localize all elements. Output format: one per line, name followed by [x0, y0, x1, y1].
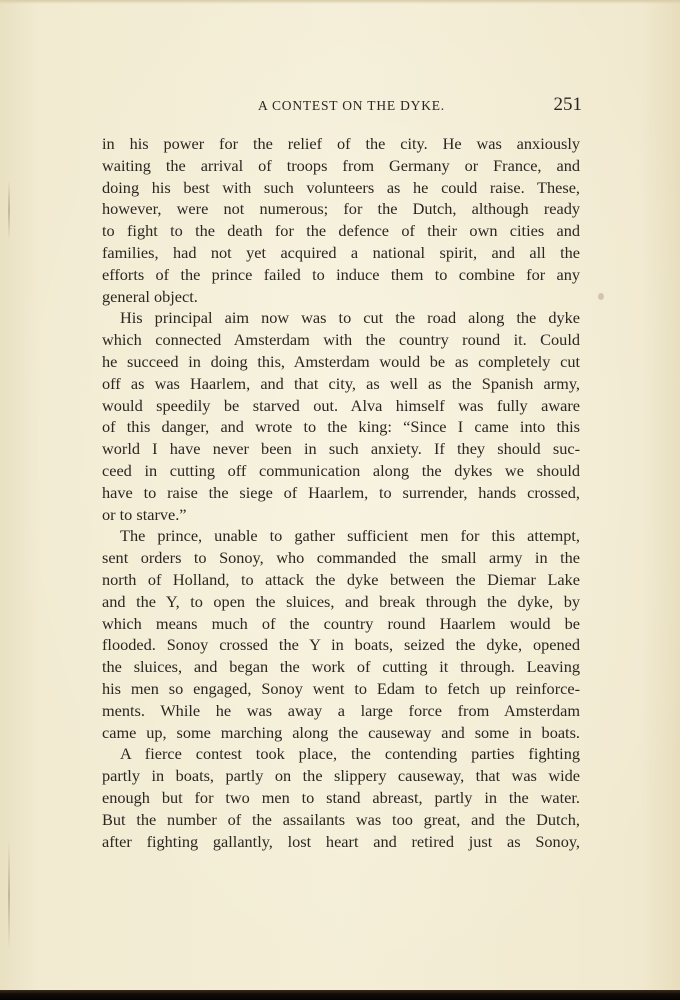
- text-line-15: world I have never been in such anxiety. If they should suc-: [102, 439, 580, 459]
- text-line-13: would speedily be starved out. Alva himself was fully aware: [102, 395, 580, 415]
- page-top-edge: [0, 0, 680, 4]
- text-line-18: or to starve.”: [102, 504, 187, 524]
- body-text: [102, 133, 580, 852]
- text-line-20: sent orders to Sonoy, who commanded the small army in the: [102, 548, 580, 568]
- text-line-2: waiting the arrival of troops from Germany or France, and: [102, 155, 580, 175]
- text-line-28: came up, some marching along the causeway and some in boats.: [102, 722, 580, 742]
- page-bottom-edge: [0, 990, 680, 1000]
- text-line-14: of this danger, and wrote to the king: “Since I came into this: [102, 417, 580, 437]
- paper-speck: [598, 293, 604, 300]
- text-line-33: after fighting gallantly, lost heart and retired just as Sonoy,: [102, 831, 580, 851]
- text-line-1: in his power for the relief of the city. He was anxiously: [102, 134, 580, 153]
- text-line-3: doing his best with such volunteers as he could raise. These,: [102, 177, 580, 197]
- text-line-26: his men so engaged, Sonoy went to Edam to fetch up reinforce-: [102, 678, 580, 698]
- running-title: A CONTEST ON THE DYKE.: [258, 98, 445, 113]
- text-line-12: off as was Haarlem, and that city, as well as the Spanish army,: [102, 373, 580, 393]
- text-line-11: he succeed in doing this, Amsterdam would be as completely cut: [102, 351, 580, 371]
- text-line-30: partly in boats, partly on the slippery causeway, that was wide: [102, 766, 580, 786]
- text-line-9: His principal aim now was to cut the road along the dyke: [120, 308, 580, 328]
- text-line-7: efforts of the prince failed to induce them to combine for any: [102, 264, 580, 284]
- text-line-16: ceed in cutting off communication along the dykes we should: [102, 460, 580, 480]
- text-line-27: ments. While he was away a large force from Amsterdam: [102, 700, 580, 720]
- text-line-25: the sluices, and began the work of cutting it through. Leaving: [102, 657, 580, 677]
- text-line-24: flooded. Sonoy crossed the Y in boats, seized the dyke, opened: [102, 635, 580, 655]
- text-line-4: however, were not numerous; for the Dutch, although ready: [102, 199, 580, 219]
- text-line-31: enough but for two men to stand abreast, partly in the water.: [102, 787, 580, 807]
- text-line-29: A fierce contest took place, the contending parties fighting: [120, 744, 580, 764]
- text-line-32: But the number of the assailants was too great, and the Dutch,: [102, 809, 580, 829]
- text-line-23: which means much of the country round Haarlem would be: [102, 613, 580, 633]
- text-line-8: general object.: [102, 286, 198, 306]
- text-line-6: families, had not yet acquired a national spirit, and all the: [102, 242, 580, 262]
- binding-shadow-mark: [8, 180, 10, 240]
- text-line-22: and the Y, to open the sluices, and break through the dyke, by: [102, 591, 580, 611]
- text-line-17: have to raise the siege of Haarlem, to surrender, hands crossed,: [102, 482, 580, 502]
- binding-shadow-mark-lower: [8, 840, 10, 950]
- page-number: 251: [553, 94, 582, 115]
- text-line-19: The prince, unable to gather sufficient men for this attempt,: [120, 526, 580, 546]
- running-head: [102, 96, 582, 120]
- text-line-5: to fight to the death for the defence of their own cities and: [102, 221, 580, 241]
- text-line-21: north of Holland, to attack the dyke between the Diemar Lake: [102, 569, 580, 589]
- text-line-10: which connected Amsterdam with the country round it. Could: [102, 330, 580, 350]
